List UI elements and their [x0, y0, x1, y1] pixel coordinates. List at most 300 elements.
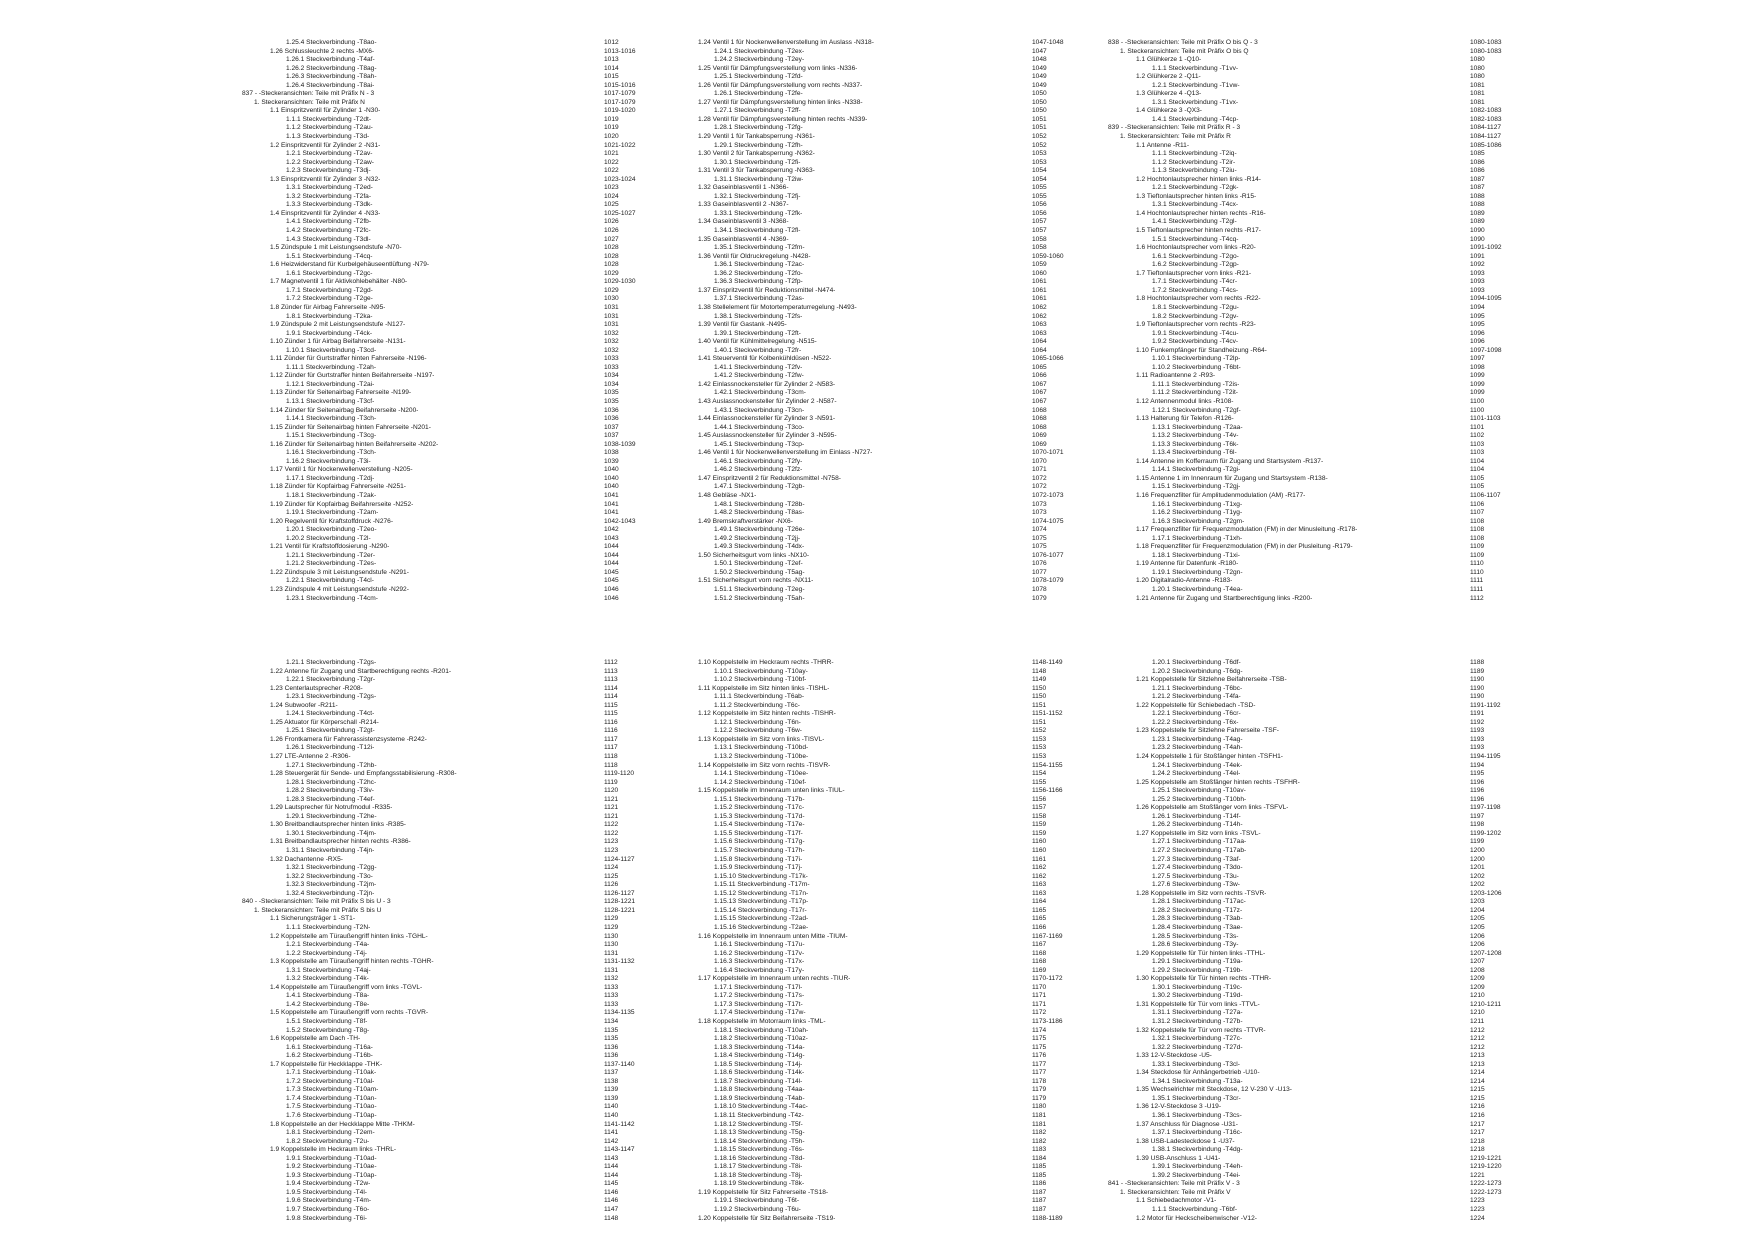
toc-entry-title: 1.47.1 Steckverbindung -T2gb- — [714, 483, 805, 491]
toc-entry-pages: 1190 — [1470, 684, 1485, 692]
toc-entry-title: 1.2.2 Steckverbindung -T2aw- — [286, 158, 374, 166]
toc-entry-pages: 1159 — [1032, 829, 1047, 837]
toc-entry-pages: 1080 — [1470, 64, 1485, 72]
toc-entry-pages: 1199-1202 — [1470, 829, 1502, 837]
toc-entry-pages: 1108 — [1470, 534, 1485, 542]
toc-entry — [242, 295, 642, 304]
toc-entry — [1108, 941, 1508, 950]
toc-entry-title: 1.24.2 Steckverbindung -T2ey- — [714, 56, 805, 64]
toc-entry-title: 1.30.2 Steckverbindung -T19d- — [1152, 992, 1243, 1000]
toc-entry — [242, 90, 642, 99]
toc-entry-title: 1.33 12-V-Steckdose -U5- — [1136, 1052, 1212, 1060]
toc-entry-pages: 1037 — [604, 423, 619, 431]
toc-entry-title: 1.5.1 Steckverbindung -T4cq- — [1152, 235, 1239, 243]
toc-entry-pages: 1168 — [1032, 949, 1047, 957]
toc-entry — [1108, 526, 1508, 535]
toc-entry-pages: 1171 — [1032, 1000, 1047, 1008]
toc-entry-title: 1.4 Glühkerze 3 -QX3- — [1136, 107, 1202, 115]
toc-entry-title: 1.28.6 Steckverbindung -T3y- — [1152, 941, 1239, 949]
toc-entry-title: 1.20.2 Steckverbindung -T2l- — [286, 534, 371, 542]
toc-entry-pages: 1063 — [1032, 321, 1047, 329]
toc-entry-title: 1.28.1 Steckverbindung -T2fg- — [714, 124, 803, 132]
toc-entry-pages: 1019-1020 — [604, 107, 636, 115]
toc-entry — [1108, 770, 1508, 779]
toc-entry — [670, 492, 1070, 501]
toc-entry-title: 1.2.2 Steckverbindung -T4j- — [286, 949, 367, 957]
toc-entry-pages: 1134 — [604, 1017, 619, 1025]
toc-entry-title: 1.16 Koppelstelle im Innenraum unten Mitte -TIUM- — [698, 932, 848, 940]
toc-entry-title: 1.30.1 Steckverbindung -T4jm- — [286, 829, 377, 837]
toc-entry-title: 1.34 Gaseinblasventil 3 -N368- — [698, 218, 789, 226]
toc-entry — [670, 244, 1070, 253]
toc-entry — [670, 676, 1070, 685]
toc-entry — [1108, 890, 1508, 899]
toc-entry — [242, 133, 642, 142]
toc-entry — [670, 796, 1070, 805]
toc-entry-pages: 1131-1132 — [604, 958, 635, 966]
toc-entry-title: 1.31.1 Steckverbindung -T4jn- — [286, 847, 375, 855]
toc-entry — [242, 107, 642, 116]
toc-entry-pages: 1196 — [1470, 787, 1485, 795]
toc-entry-title: 1.17.3 Steckverbindung -T17t- — [714, 1000, 803, 1008]
toc-entry-pages: 1082-1083 — [1470, 115, 1502, 123]
toc-entry — [1108, 950, 1508, 959]
toc-entry-pages: 1014 — [604, 64, 619, 72]
toc-entry-title: 1.9 Koppelstelle im Heckraum links -THRL- — [270, 1146, 397, 1154]
toc-entry-title: 1.48.2 Steckverbindung -T8as- — [714, 509, 805, 517]
toc-entry-pages: 1180 — [1032, 1103, 1047, 1111]
toc-entry-title: 1.7 Magnetventil 1 für Aktivkohlebehälter -N80- — [270, 278, 408, 286]
toc-entry — [670, 1069, 1070, 1078]
toc-entry — [670, 890, 1070, 899]
toc-entry — [670, 466, 1070, 475]
toc-entry-pages: 1101 — [1470, 423, 1485, 431]
toc-entry-title: 1.3 Koppelstelle am Türaußengriff hinten rechts -TGHR- — [270, 958, 434, 966]
toc-entry-title: 1.15.11 Steckverbindung -T17m- — [714, 881, 810, 889]
toc-entry-pages: 1106 — [1470, 500, 1485, 508]
toc-entry-title: 1.13.1 Steckverbindung -T3cf- — [286, 397, 375, 405]
toc-entry — [242, 1078, 642, 1087]
toc-entry — [1108, 338, 1508, 347]
toc-entry — [242, 1018, 642, 1027]
toc-entry — [242, 124, 642, 133]
toc-entry-title: 1.27.3 Steckverbindung -T3af- — [1152, 855, 1241, 863]
toc-entry — [242, 719, 642, 728]
toc-entry-pages: 1181 — [1032, 1111, 1047, 1119]
toc-entry-title: 1.19.1 Steckverbindung -T2gn- — [1152, 568, 1243, 576]
toc-entry-title: 838 - -Steckeransichten: Teile mit Präfix O bis Q - 3 — [1108, 39, 1258, 46]
toc-entry — [1108, 992, 1508, 1001]
toc-entry-title: 1.8 Koppelstelle an der Heckklappe Mitte -THKM- — [270, 1120, 415, 1128]
toc-entry-title: 1.37 Anschluss für Diagnose -U31- — [1136, 1120, 1238, 1128]
toc-entry — [242, 184, 642, 193]
toc-entry-pages: 1057 — [1032, 218, 1047, 226]
toc-entry-title: 1. Steckeransichten: Teile mit Präfix N — [254, 98, 365, 106]
toc-entry — [242, 48, 642, 57]
toc-entry-pages: 1038 — [604, 449, 619, 457]
toc-entry — [242, 1206, 642, 1215]
toc-entry — [1108, 501, 1508, 510]
toc-entry-pages: 1041 — [604, 500, 619, 508]
toc-entry-pages: 1091-1092 — [1470, 244, 1502, 252]
toc-entry-title: 1.16.1 Steckverbindung -T3ch- — [286, 449, 377, 457]
toc-entry-pages: 1027 — [604, 235, 619, 243]
toc-entry — [1108, 1078, 1508, 1087]
toc-entry — [242, 210, 642, 219]
toc-entry — [670, 668, 1070, 677]
toc-entry — [242, 1155, 642, 1164]
toc-entry — [242, 702, 642, 711]
toc-entry-title: 1.20.1 Steckverbindung -T2eo- — [286, 526, 377, 534]
toc-entry — [1108, 847, 1508, 856]
toc-entry — [670, 133, 1070, 142]
toc-entry-title: 1.18.13 Steckverbindung -T5g- — [714, 1129, 805, 1137]
toc-entry-pages: 1038-1039 — [604, 440, 636, 448]
toc-entry — [670, 526, 1070, 535]
toc-entry-pages: 1128-1221 — [604, 898, 636, 906]
toc-entry-title: 1.15.8 Steckverbindung -T17i- — [714, 855, 803, 863]
toc-entry-title: 1.4.1 Steckverbindung -T8a- — [286, 992, 370, 1000]
toc-entry-pages: 1034 — [604, 380, 619, 388]
toc-entry-title: 1.16.3 Steckverbindung -T2gm- — [1152, 517, 1245, 525]
toc-entry-pages: 1024 — [604, 192, 619, 200]
toc-entry-pages: 1189 — [1470, 667, 1485, 675]
toc-entry — [670, 270, 1070, 279]
toc-entry — [242, 933, 642, 942]
toc-entry-pages: 1075 — [1032, 534, 1047, 542]
toc-entry — [242, 744, 642, 753]
toc-entry-pages: 1021 — [604, 150, 619, 158]
toc-entry-pages: 1183 — [1032, 1146, 1047, 1154]
toc-entry — [670, 278, 1070, 287]
toc-entry-title: 1.41.1 Steckverbindung -T2fv- — [714, 363, 803, 371]
toc-entry — [670, 1138, 1070, 1147]
toc-entry — [670, 543, 1070, 552]
toc-entry — [670, 1061, 1070, 1070]
toc-entry — [242, 201, 642, 210]
toc-entry-title: 1.32.4 Steckverbindung -T2jn- — [286, 889, 375, 897]
toc-entry-title: 1.15.6 Steckverbindung -T17g- — [714, 838, 805, 846]
toc-entry-pages: 1080 — [1470, 73, 1485, 81]
toc-entry — [670, 509, 1070, 518]
toc-entry-title: 1.1 Schiebedachmotor -V1- — [1136, 1197, 1217, 1205]
toc-entry-title: 1.27.4 Steckverbindung -T3do- — [1152, 864, 1243, 872]
toc-entry — [242, 227, 642, 236]
toc-entry-pages: 1080-1083 — [1470, 39, 1502, 46]
toc-entry — [242, 543, 642, 552]
toc-entry-title: 1.1.2 Steckverbindung -T2au- — [286, 124, 373, 132]
toc-entry-title: 1.25.1 Steckverbindung -T2fd- — [714, 73, 803, 81]
toc-entry — [670, 218, 1070, 227]
toc-entry-pages: 1219-1221 — [1470, 1154, 1502, 1162]
toc-entry — [670, 56, 1070, 65]
toc-entry-title: 1.9.8 Steckverbindung -T6i- — [286, 1214, 367, 1222]
toc-entry-pages: 1223 — [1470, 1197, 1485, 1205]
toc-entry-title: 1.9.3 Steckverbindung -T10ap- — [286, 1171, 377, 1179]
toc-entry — [670, 941, 1070, 950]
toc-entry-title: 1.4 Einspritzventil für Zylinder 4 -N33- — [270, 209, 381, 217]
toc-entry — [1108, 719, 1508, 728]
toc-entry — [1108, 347, 1508, 356]
toc-entry-title: 1.51.1 Steckverbindung -T2eg- — [714, 586, 805, 593]
toc-entry-title: 1.17.2 Steckverbindung -T17s- — [714, 992, 805, 1000]
toc-entry — [242, 967, 642, 976]
toc-entry-pages: 1109 — [1470, 543, 1485, 551]
toc-entry-pages: 1165 — [1032, 915, 1047, 923]
toc-entry — [1108, 492, 1508, 501]
toc-entry-title: 1.30 Breitbandlautsprecher hinten links -R385- — [270, 821, 406, 829]
toc-entry — [1108, 1052, 1508, 1061]
toc-entry-pages: 1194 — [1470, 761, 1485, 769]
toc-entry-pages: 1174 — [1032, 1026, 1047, 1034]
toc-entry-pages: 1115 — [604, 710, 618, 718]
toc-entry-pages: 1141-1142 — [604, 1120, 635, 1128]
toc-entry-pages: 1160 — [1032, 838, 1047, 846]
toc-entry-title: 1.10.1 Steckverbindung -T10ay- — [714, 667, 808, 675]
toc-entry — [1108, 142, 1508, 151]
toc-entry-pages: 1026 — [604, 227, 619, 235]
toc-entry-title: 837 - -Steckeransichten: Teile mit Präfix N - 3 — [242, 90, 375, 98]
toc-entry-pages: 1145 — [604, 1180, 619, 1188]
toc-entry-title: 1.27.6 Steckverbindung -T3w- — [1152, 881, 1240, 889]
toc-entry-title: 1.8 Zünder für Airbag Fahrerseite -N95- — [270, 303, 386, 311]
toc-entry — [670, 193, 1070, 202]
toc-entry-title: 1.25.4 Steckverbindung -T8ao- — [286, 39, 377, 46]
toc-entry-pages: 1053 — [1032, 158, 1047, 166]
toc-entry-title: 1. Steckeransichten: Teile mit Präfix V — [1120, 1188, 1231, 1196]
toc-entry-title: 1.50.2 Steckverbindung -T5ag- — [714, 568, 805, 576]
toc-entry-title: 1.7.1 Steckverbindung -T10ak- — [286, 1069, 377, 1077]
toc-entry-title: 1.6 Koppelstelle am Dach -TH- — [270, 1035, 361, 1043]
toc-entry — [670, 552, 1070, 561]
toc-entry-pages: 1171 — [1032, 992, 1047, 1000]
toc-entry — [670, 107, 1070, 116]
toc-entry-title: 1.35 Wechselrichter mit Steckdose, 12 V-230 V -U13- — [1136, 1086, 1293, 1094]
toc-entry — [670, 82, 1070, 91]
toc-entry-pages: 1151 — [1032, 718, 1047, 726]
toc-entry-pages: 1034 — [604, 372, 619, 380]
toc-entry-title: 1.1.1 Steckverbindung -T2N- — [286, 923, 371, 931]
toc-entry-pages: 1154-1155 — [1032, 761, 1063, 769]
toc-column — [1108, 39, 1508, 603]
toc-entry — [1108, 167, 1508, 176]
toc-entry — [242, 1095, 642, 1104]
toc-entry — [670, 355, 1070, 364]
toc-entry-pages: 1150 — [1032, 693, 1047, 701]
toc-entry-title: 1.22 Koppelstelle für Schiebedach -TSD- — [1136, 701, 1256, 709]
toc-entry — [1108, 907, 1508, 916]
toc-entry — [1108, 381, 1508, 390]
toc-entry-title: 1.15.3 Steckverbindung -T17d- — [714, 812, 805, 820]
toc-entry-pages: 1065-1066 — [1032, 355, 1064, 363]
toc-entry — [1108, 821, 1508, 830]
toc-entry — [1108, 475, 1508, 484]
toc-entry-title: 1.26 Frontkamera für Fahrerassistenzsysteme -R242- — [270, 735, 427, 743]
toc-entry-title: 1.4.2 Steckverbindung -T2fc- — [286, 227, 371, 235]
toc-entry-pages: 1099 — [1470, 372, 1485, 380]
toc-entry — [242, 552, 642, 561]
toc-entry — [670, 518, 1070, 527]
toc-entry — [1108, 244, 1508, 253]
toc-entry — [242, 890, 642, 899]
toc-entry — [242, 736, 642, 745]
toc-entry-title: 1.25 Aktuator für Körperschall -R214- — [270, 718, 379, 726]
toc-entry — [670, 702, 1070, 711]
toc-entry-title: 1.21 Antenne für Zugang und Startberechtigung links -R200- — [1136, 594, 1313, 602]
toc-entry-title: 1.18 Koppelstelle im Motorraum links -TML- — [698, 1017, 826, 1025]
toc-entry-title: 1.23 Koppelstelle für Sitzlehne Fahrerseite -TSF- — [1136, 727, 1279, 735]
toc-entry-pages: 1133 — [604, 1000, 619, 1008]
toc-entry-title: 1.20 Regelventil für Kraftstoffdruck -N276- — [270, 517, 394, 525]
toc-entry-pages: 1032 — [604, 329, 619, 337]
toc-entry — [1108, 518, 1508, 527]
toc-entry — [1108, 1001, 1508, 1010]
toc-entry — [1108, 856, 1508, 865]
toc-entry-pages: 1209 — [1470, 983, 1485, 991]
toc-entry-pages: 1156 — [1032, 795, 1047, 803]
toc-entry-title: 1.36.2 Steckverbindung -T2fo- — [714, 269, 803, 277]
toc-entry — [242, 483, 642, 492]
toc-entry — [1108, 1180, 1508, 1189]
toc-entry-pages: 1056 — [1032, 209, 1047, 217]
toc-entry-pages: 1059 — [1032, 261, 1047, 269]
toc-entry — [1108, 1155, 1508, 1164]
toc-entry-title: 1.30.1 Steckverbindung -T19c- — [1152, 983, 1243, 991]
toc-entry-pages: 1194-1195 — [1470, 753, 1501, 761]
toc-entry-title: 1.16.2 Steckverbindung -T3i- — [286, 457, 371, 465]
toc-entry — [1108, 1009, 1508, 1018]
toc-entry — [242, 364, 642, 373]
toc-entry-title: 1.26.2 Steckverbindung -T14h- — [1152, 821, 1243, 829]
toc-entry-pages: 1213 — [1470, 1052, 1485, 1060]
toc-entry-title: 1.11 Zünder für Gurtstraffer hinten Fahrerseite -N196- — [270, 355, 427, 363]
toc-entry — [242, 475, 642, 484]
toc-entry-pages: 1085 — [1470, 150, 1485, 158]
toc-entry-pages: 1188 — [1470, 659, 1485, 666]
toc-entry — [670, 1018, 1070, 1027]
toc-entry — [242, 779, 642, 788]
toc-entry — [1108, 984, 1508, 993]
toc-entry-pages: 1182 — [1032, 1137, 1047, 1145]
toc-entry-title: 1.27.1 Steckverbindung -T17aa- — [1152, 838, 1247, 846]
toc-entry — [1108, 1035, 1508, 1044]
toc-entry — [242, 569, 642, 578]
toc-entry-title: 1.21.1 Steckverbindung -T2gs- — [286, 659, 377, 666]
toc-entry-pages: 1148 — [1032, 667, 1047, 675]
toc-entry-pages: 1201 — [1470, 864, 1485, 872]
toc-entry-pages: 1061 — [1032, 286, 1047, 294]
toc-entry-pages: 1169 — [1032, 966, 1047, 974]
toc-entry — [1108, 193, 1508, 202]
toc-entry-title: 1.18.6 Steckverbindung -T14k- — [714, 1069, 805, 1077]
toc-entry-pages: 1134-1135 — [604, 1009, 635, 1017]
toc-entry-title: 1.5.1 Steckverbindung -T4cq- — [286, 252, 373, 260]
toc-entry-pages: 1078-1079 — [1032, 577, 1064, 585]
toc-entry-title: 1.27 LTE-Antenne 2 -R306- — [270, 753, 351, 761]
toc-entry-pages: 1054 — [1032, 175, 1047, 183]
toc-entry-title: 1.27.1 Steckverbindung -T2hb- — [286, 761, 377, 769]
toc-entry — [242, 1180, 642, 1189]
toc-entry-pages: 1203 — [1470, 898, 1485, 906]
toc-entry-title: 1.32.1 Steckverbindung -T27c- — [1152, 1035, 1243, 1043]
toc-entry-title: 1.13 Zünder für Seitenairbag Fahrerseite -N199- — [270, 389, 412, 397]
toc-entry — [1108, 236, 1508, 245]
toc-entry — [242, 398, 642, 407]
toc-entry — [242, 381, 642, 390]
toc-entry-title: 1.18.2 Steckverbindung -T10az- — [714, 1035, 808, 1043]
toc-entry-pages: 1206 — [1470, 941, 1485, 949]
toc-entry-pages: 1207-1208 — [1470, 949, 1502, 957]
toc-entry-title: 1.31.1 Steckverbindung -T2iw- — [714, 175, 804, 183]
toc-entry-pages: 1162 — [1032, 864, 1047, 872]
toc-entry — [670, 116, 1070, 125]
toc-entry — [242, 441, 642, 450]
toc-entry — [242, 73, 642, 82]
toc-entry-title: 1.8.2 Steckverbindung -T2gv- — [1152, 312, 1239, 320]
toc-entry-title: 1.25.1 Steckverbindung -T10av- — [1152, 787, 1246, 795]
toc-entry — [1108, 915, 1508, 924]
toc-entry-title: 1.32 Gaseinblasventil 1 -N366- — [698, 184, 789, 192]
toc-entry-pages: 1073 — [1032, 509, 1047, 517]
toc-entry-pages: 1147 — [604, 1206, 619, 1213]
toc-entry-title: 1.15.13 Steckverbindung -T17p- — [714, 898, 809, 906]
toc-entry-pages: 1106-1107 — [1470, 491, 1501, 499]
toc-entry-title: 1.41 Steuerventil für Kolbenkühldüsen -N522- — [698, 355, 832, 363]
toc-entry-pages: 1157 — [1032, 804, 1047, 812]
toc-entry-title: 1.45.1 Steckverbindung -T3cp- — [714, 440, 805, 448]
toc-entry — [670, 992, 1070, 1001]
toc-entry-pages: 1216 — [1470, 1103, 1485, 1111]
toc-entry — [1108, 313, 1508, 322]
toc-entry-pages: 1123 — [604, 838, 619, 846]
toc-entry-title: 1.17 Frequenzfilter für Frequenzmodulation (FM) in der Minusleitung -R178- — [1136, 526, 1358, 534]
toc-entry — [1108, 804, 1508, 813]
toc-entry — [670, 1052, 1070, 1061]
toc-entry — [1108, 796, 1508, 805]
toc-entry — [670, 261, 1070, 270]
toc-entry — [670, 150, 1070, 159]
toc-entry-title: 1.9.7 Steckverbindung -T6o- — [286, 1206, 370, 1213]
toc-entry-title: 1.44.1 Steckverbindung -T3co- — [714, 423, 805, 431]
toc-entry — [1108, 762, 1508, 771]
toc-entry-title: 1.32 Dachantenne -RX5- — [270, 855, 343, 863]
toc-entry-pages: 1153 — [1032, 735, 1047, 743]
toc-entry — [242, 313, 642, 322]
toc-entry — [1108, 933, 1508, 942]
toc-entry-pages: 1200 — [1470, 847, 1485, 855]
toc-entry-title: 1.16.1 Steckverbindung -T17u- — [714, 941, 805, 949]
toc-entry-pages: 1015 — [604, 73, 619, 81]
toc-entry — [1108, 958, 1508, 967]
toc-entry — [1108, 898, 1508, 907]
toc-entry-title: 1.7.1 Steckverbindung -T4cr- — [1152, 278, 1238, 286]
toc-entry-pages: 1105 — [1470, 474, 1485, 482]
toc-entry-title: 1.21 Koppelstelle für Sitzlehne Beifahrerseite -TSB- — [1136, 676, 1287, 684]
toc-entry-title: 1.15.1 Steckverbindung -T17b- — [714, 795, 805, 803]
toc-entry-title: 1.15.1 Steckverbindung -T3cg- — [286, 432, 377, 440]
toc-entry-pages: 1188-1189 — [1032, 1214, 1063, 1222]
toc-entry-title: 1.19 Koppelstelle für Sitz Fahrerseite -TS18- — [698, 1188, 829, 1196]
toc-entry — [242, 1086, 642, 1095]
toc-entry-pages: 1185 — [1032, 1163, 1047, 1171]
toc-entry-pages: 1100 — [1470, 397, 1485, 405]
toc-entry — [242, 898, 642, 907]
toc-entry-pages: 1141 — [604, 1129, 619, 1137]
toc-entry — [1108, 176, 1508, 185]
toc-entry — [1108, 552, 1508, 561]
toc-entry-pages: 1191 — [1470, 710, 1485, 718]
toc-entry-title: 1.15.5 Steckverbindung -T17f- — [714, 829, 803, 837]
